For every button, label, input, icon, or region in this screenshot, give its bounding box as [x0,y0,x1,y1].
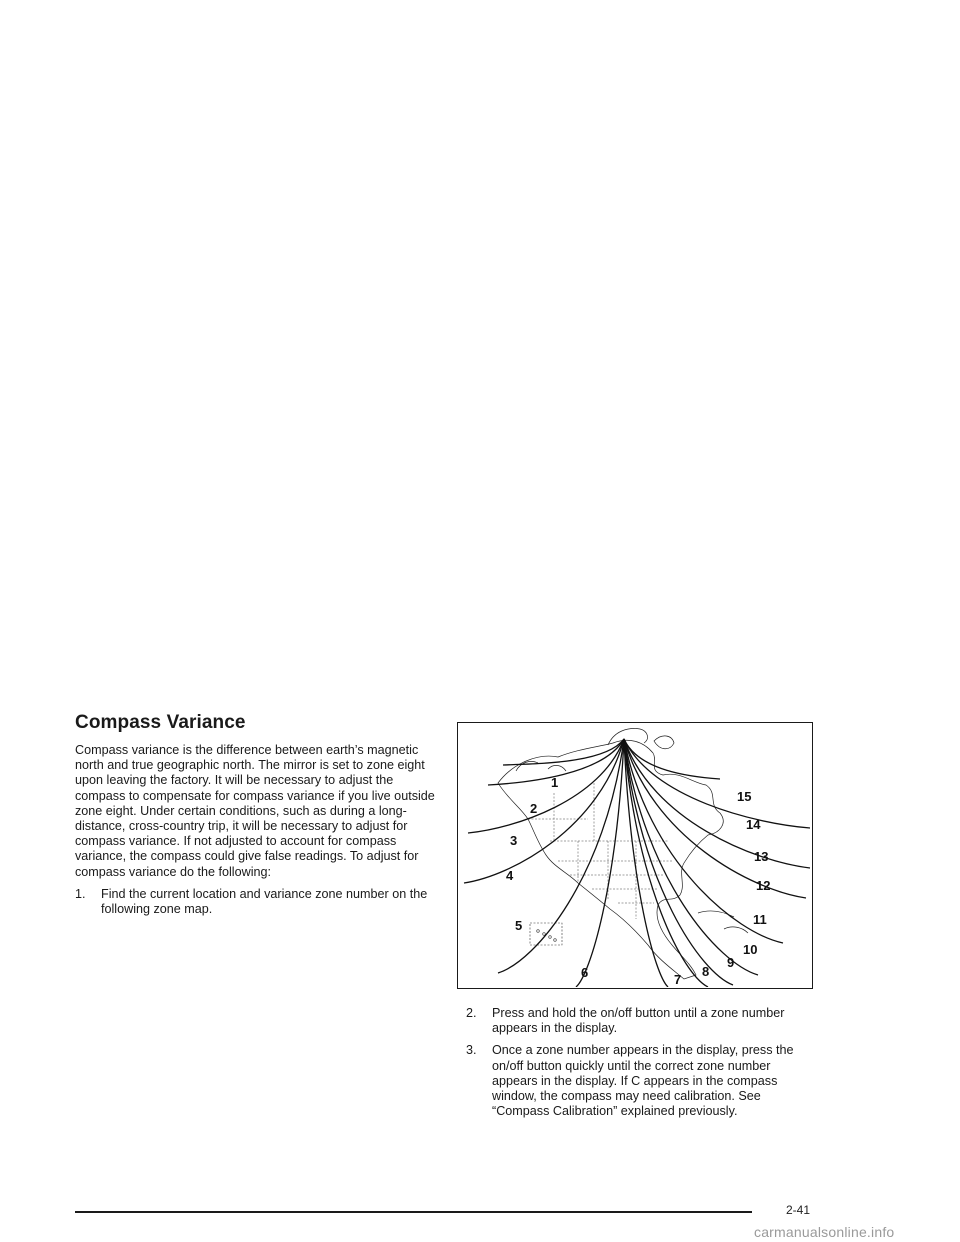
step-1-text: Find the current location and variance zone number on the following zone map. [101,886,428,917]
state-borders [528,783,672,919]
step-3-text: Once a zone number appears in the display, press the on/off button quickly until the correct zone number appears in the display. If C appears in the compass window, the compass may need calibration. See “Compass Calibration” explained previously. [492,1043,794,1119]
step-3-number: 3. [466,1043,477,1058]
zone-label-14: 14 [746,817,761,832]
step-2-text: Press and hold the on/off button until a zone number appears in the display. [492,1006,785,1036]
section-title: Compass Variance [75,712,246,733]
zone-label-7: 7 [674,972,682,987]
left-column [75,712,437,917]
step-1 [75,887,437,917]
zone-label-3: 3 [510,833,518,848]
zone-line-9 [624,739,733,985]
hawaii-island-2 [543,933,546,936]
zone-label-5: 5 [515,918,523,933]
zone-label-9: 9 [727,955,735,970]
right-column [466,1006,816,1126]
step-3 [466,1043,816,1119]
zone-label-12: 12 [756,878,771,893]
step-2-number: 2. [466,1006,477,1020]
hawaii-island-1 [537,930,540,933]
step-2 [466,1006,816,1036]
zone-map-graphic [458,723,811,987]
zone-line-15 [624,739,720,779]
zone-label-13: 13 [754,849,769,864]
zone-line-13 [624,739,810,868]
zone-line-10 [624,739,758,975]
zone-label-4: 4 [506,868,514,883]
watermark: carmanualsonline.info [754,1224,895,1240]
zone-label-15: 15 [737,789,752,804]
zone-line-1 [503,739,624,765]
footer-rule [75,1211,752,1213]
zone-label-11: 11 [753,912,767,927]
hawaii-island-3 [549,936,552,939]
zone-label-1: 1 [551,775,559,790]
hawaii-island-4 [554,939,557,942]
zone-line-14 [624,739,810,828]
greenland-tip-outline [654,736,674,749]
zone-line-5 [498,739,624,973]
step-1-number: 1. [75,886,86,901]
zone-label-8: 8 [702,964,710,979]
zone-label-6: 6 [581,965,589,980]
intro-paragraph: Compass variance is the difference between earth’s magnetic north and true geographic north. The mirror is set to zone eight upon leaving the factory. It will be necessary to adjust the compass to compensate for compass variance if you live outside zone eight. Under certain conditions, such as during a long-distance, cross-country trip, it will be necessary to adjust for compass variance. If not adjusted to account for compass variance, the compass could give false readings. To adjust for compass variance do the following: [75,743,435,879]
zone-label-10: 10 [743,942,758,957]
page-number: 2-41 [786,1203,811,1217]
zone-map [457,722,813,989]
caribbean-outline [698,911,748,933]
zone-label-2: 2 [530,801,538,816]
